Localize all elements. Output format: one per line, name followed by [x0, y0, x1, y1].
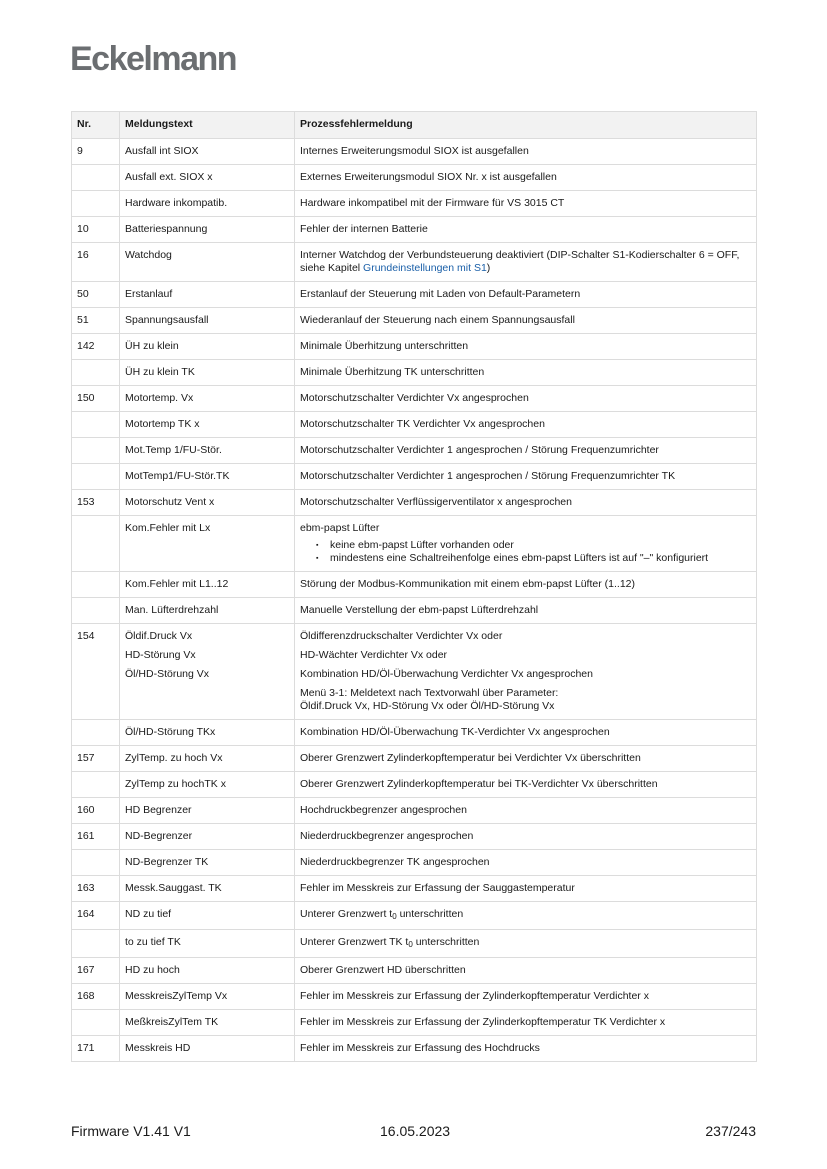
row-message: HD Begrenzer: [120, 798, 295, 824]
header-meldungstext: Meldungstext: [120, 112, 295, 139]
table-row: [72, 490, 757, 516]
row-description: Motorschutzschalter Verdichter 1 angesprochen / Störung Frequenzumrichter TK: [295, 464, 757, 490]
row-message: ZylTemp zu hochTK x: [120, 772, 295, 798]
row-nr-empty: [72, 516, 120, 572]
row-nr: 160: [72, 798, 120, 824]
row-message: ND zu tief: [120, 902, 295, 930]
table-row: [72, 772, 757, 798]
row-description: [295, 516, 757, 572]
row-message: Motorschutz Vent x: [120, 490, 295, 516]
row-nr: 9: [72, 139, 120, 165]
row-nr-empty: [72, 412, 120, 438]
row-nr-empty: [72, 1010, 120, 1036]
table-row: [72, 1036, 757, 1062]
table-row: [72, 165, 757, 191]
eckelmann-logo: Eckelmann: [70, 40, 237, 78]
row-nr: 142: [72, 334, 120, 360]
table-row: [72, 386, 757, 412]
row-message: to zu tief TK: [120, 930, 295, 958]
row-description: Fehler im Messkreis zur Erfassung der Zylinderkopftemperatur Verdichter x: [295, 984, 757, 1010]
row-description: Motorschutzschalter Verdichter 1 angesprochen / Störung Frequenzumrichter: [295, 438, 757, 464]
footer-firmware: Firmware V1.41 V1: [71, 1123, 191, 1139]
row-message: MeßkreisZylTem TK: [120, 1010, 295, 1036]
row-nr: 50: [72, 282, 120, 308]
desc-subscript: 0: [408, 940, 413, 949]
row-message: Erstanlauf: [120, 282, 295, 308]
row-nr-empty: [72, 360, 120, 386]
row-description: [295, 930, 757, 958]
table-row: [72, 139, 757, 165]
row-description: Motorschutzschalter Verflüssigerventilator x angesprochen: [295, 490, 757, 516]
table-row: [72, 217, 757, 243]
row-nr: 164: [72, 902, 120, 930]
table-row: [72, 850, 757, 876]
bullet-list: [300, 539, 751, 565]
table-row: [72, 282, 757, 308]
table-row: [72, 191, 757, 217]
table-row: [72, 624, 757, 720]
row-message: ZylTemp. zu hoch Vx: [120, 746, 295, 772]
row-message: Messkreis HD: [120, 1036, 295, 1062]
row-description: Niederdruckbegrenzer angesprochen: [295, 824, 757, 850]
row-message: Motortemp TK x: [120, 412, 295, 438]
reference-prefix: siehe Kapitel: [300, 262, 364, 274]
row-message: Spannungsausfall: [120, 308, 295, 334]
table-row: [72, 958, 757, 984]
row-description: Fehler im Messkreis zur Erfassung der Zylinderkopftemperatur TK Verdichter x: [295, 1010, 757, 1036]
desc-text: Unterer Grenzwert t: [300, 908, 393, 920]
row-description: Niederdruckbegrenzer TK angesprochen: [295, 850, 757, 876]
watchdog-reference: [300, 262, 751, 275]
row-description: Fehler im Messkreis zur Erfassung des Hochdrucks: [295, 1036, 757, 1062]
row-nr: 150: [72, 386, 120, 412]
row-nr: 167: [72, 958, 120, 984]
row-nr-empty: [72, 572, 120, 598]
row-description: Fehler im Messkreis zur Erfassung der Sauggastemperatur: [295, 876, 757, 902]
row-nr-empty: [72, 464, 120, 490]
row-message: Ausfall int SIOX: [120, 139, 295, 165]
row-message: Mot.Temp 1/FU-Stör.: [120, 438, 295, 464]
row-description: Minimale Überhitzung unterschritten: [295, 334, 757, 360]
table-row: [72, 902, 757, 930]
row-message: ÜH zu klein: [120, 334, 295, 360]
table-row: [72, 746, 757, 772]
row-message: Hardware inkompatib.: [120, 191, 295, 217]
row-nr-empty: [72, 165, 120, 191]
row-message: MotTemp1/FU-Stör.TK: [120, 464, 295, 490]
row-message: Messk.Sauggast. TK: [120, 876, 295, 902]
process-error-table: [71, 111, 757, 1062]
row-message: Öl/HD-Störung TKx: [120, 720, 295, 746]
row-description: Hardware inkompatibel mit der Firmware für VS 3015 CT: [295, 191, 757, 217]
row-nr: 157: [72, 746, 120, 772]
table-row: [72, 876, 757, 902]
message-line: Öldif.Druck Vx: [125, 630, 193, 642]
header-prozessfehlermeldung: Prozessfehlermeldung: [295, 112, 757, 139]
table-row: [72, 572, 757, 598]
desc-subscript: 0: [392, 912, 397, 921]
table-row: [72, 464, 757, 490]
row-description: Wiederanlauf der Steuerung nach einem Spannungsausfall: [295, 308, 757, 334]
description-line: Öldifferenzdruckschalter Verdichter Vx oder: [300, 630, 503, 642]
footer-date: 16.05.2023: [380, 1123, 451, 1139]
row-description: Oberer Grenzwert Zylinderkopftemperatur bei Verdichter Vx überschritten: [295, 746, 757, 772]
watchdog-description: Interner Watchdog der Verbundsteuerung deaktiviert (DIP-Schalter S1-Kodierschalter 6 = OFF,: [300, 249, 740, 261]
message-line: Öl/HD-Störung Vx: [125, 668, 210, 680]
row-description: Störung der Modbus-Kommunikation mit einem ebm-papst Lüfter (1..12): [295, 572, 757, 598]
table-row: [72, 798, 757, 824]
row-message: ND-Begrenzer: [120, 824, 295, 850]
row-nr: 161: [72, 824, 120, 850]
row-nr-empty: [72, 598, 120, 624]
row-description: Internes Erweiterungsmodul SIOX ist ausgefallen: [295, 139, 757, 165]
row-description: [295, 902, 757, 930]
row-nr-empty: [72, 438, 120, 464]
row-nr-empty: [72, 772, 120, 798]
row-message: Man. Lüfterdrehzahl: [120, 598, 295, 624]
row-description: Motorschutzschalter TK Verdichter Vx angesprochen: [295, 412, 757, 438]
row-description: Fehler der internen Batterie: [295, 217, 757, 243]
table-row: [72, 334, 757, 360]
ebm-papst-heading: ebm-papst Lüfter: [300, 522, 380, 534]
table-row: [72, 720, 757, 746]
row-message: Watchdog: [120, 243, 295, 282]
header-nr: Nr.: [72, 112, 120, 139]
bullet-item: ▪ keine ebm-papst Lüfter vorhanden oder: [330, 539, 751, 552]
row-message: Batteriespannung: [120, 217, 295, 243]
bullet-item: ▪ mindestens eine Schaltreihenfolge eines ebm-papst Lüfters ist auf "–" konfiguriert: [330, 552, 751, 565]
row-nr: 163: [72, 876, 120, 902]
row-nr-empty: [72, 850, 120, 876]
table-row: [72, 984, 757, 1010]
row-message: [120, 624, 295, 720]
row-message: Motortemp. Vx: [120, 386, 295, 412]
row-nr: 16: [72, 243, 120, 282]
menu-note: [300, 687, 751, 713]
desc-text: Unterer Grenzwert TK t: [300, 936, 409, 948]
table-row: [72, 308, 757, 334]
row-message: Ausfall ext. SIOX x: [120, 165, 295, 191]
message-line: HD-Störung Vx: [125, 649, 196, 661]
row-message: MesskreisZylTemp Vx: [120, 984, 295, 1010]
table-row: [72, 438, 757, 464]
menu-note-line: Öldif.Druck Vx, HD-Störung Vx oder Öl/HD-Störung Vx: [300, 700, 555, 712]
row-nr-empty: [72, 930, 120, 958]
menu-note-line: Menü 3-1: Meldetext nach Textvorwahl über Parameter:: [300, 687, 559, 699]
row-description: Manuelle Verstellung der ebm-papst Lüfterdrehzahl: [295, 598, 757, 624]
row-description: Kombination HD/Öl-Überwachung TK-Verdichter Vx angesprochen: [295, 720, 757, 746]
desc-text: unterschritten: [396, 908, 464, 920]
row-description: Externes Erweiterungsmodul SIOX Nr. x ist ausgefallen: [295, 165, 757, 191]
table-row: [72, 243, 757, 282]
row-message: Kom.Fehler mit L1..12: [120, 572, 295, 598]
table-row: [72, 1010, 757, 1036]
table-row: [72, 598, 757, 624]
grundeinstellungen-link[interactable]: Grundeinstellungen mit S1: [363, 262, 487, 274]
desc-text: unterschritten: [412, 936, 480, 948]
row-description: Minimale Überhitzung TK unterschritten: [295, 360, 757, 386]
row-nr-empty: [72, 191, 120, 217]
row-description: Motorschutzschalter Verdichter Vx angesprochen: [295, 386, 757, 412]
row-description: [295, 624, 757, 720]
row-nr: 171: [72, 1036, 120, 1062]
row-description: Oberer Grenzwert HD überschritten: [295, 958, 757, 984]
table-header-row: [72, 112, 757, 139]
row-description: Erstanlauf der Steuerung mit Laden von Default-Parametern: [295, 282, 757, 308]
reference-suffix: ): [486, 262, 491, 274]
table-row: [72, 824, 757, 850]
row-message: HD zu hoch: [120, 958, 295, 984]
row-message: Kom.Fehler mit Lx: [120, 516, 295, 572]
row-description: [295, 243, 757, 282]
row-nr: 10: [72, 217, 120, 243]
row-nr: 51: [72, 308, 120, 334]
row-nr: 168: [72, 984, 120, 1010]
table-row: [72, 360, 757, 386]
table-row: [72, 516, 757, 572]
row-message: ÜH zu klein TK: [120, 360, 295, 386]
table-row: [72, 412, 757, 438]
row-nr: 154: [72, 624, 120, 720]
table-row: [72, 930, 757, 958]
row-nr: 153: [72, 490, 120, 516]
footer-page-number: 237/243: [705, 1123, 756, 1139]
description-line: Kombination HD/Öl-Überwachung Verdichter Vx angesprochen: [300, 668, 593, 680]
description-line: HD-Wächter Verdichter Vx oder: [300, 649, 448, 661]
row-description: Hochdruckbegrenzer angesprochen: [295, 798, 757, 824]
row-message: ND-Begrenzer TK: [120, 850, 295, 876]
row-nr-empty: [72, 720, 120, 746]
row-description: Oberer Grenzwert Zylinderkopftemperatur bei TK-Verdichter Vx überschritten: [295, 772, 757, 798]
